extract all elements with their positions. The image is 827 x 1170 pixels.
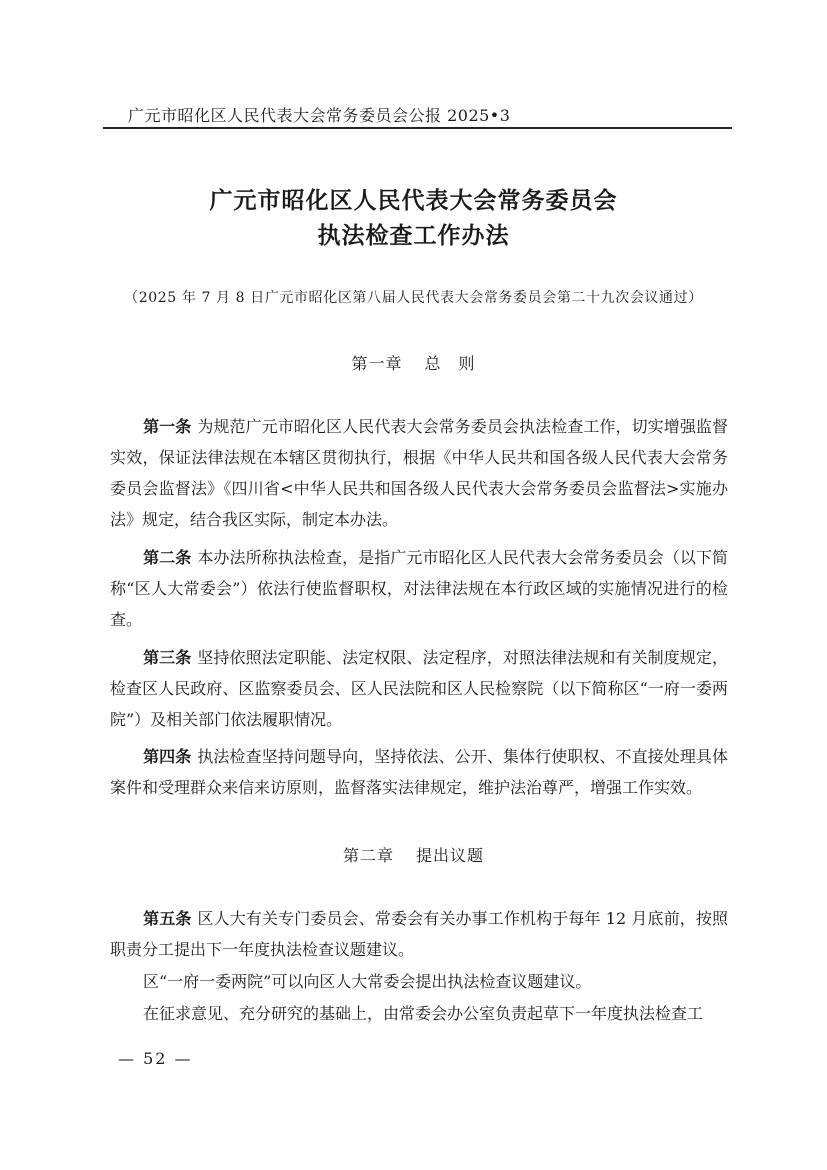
header-divider [103, 127, 732, 129]
document-title-line-2: 执法检查工作办法 [317, 222, 510, 249]
paragraph-text: 在征求意见、充分研究的基础上，由常委会办公室负责起草下一年度执法检查工 [143, 1004, 704, 1023]
chapter-name: 提出议题 [416, 846, 485, 865]
article-text: 执法检查坚持问题导向，坚持依法、公开、集体行使职权、不直接处理具体案件和受理群众来信来访原则，监督落实法律规定，维护法治尊严，增强工作实效。 [110, 747, 728, 797]
body-paragraph [110, 998, 728, 1029]
body-paragraph [110, 966, 728, 997]
article-2 [110, 542, 728, 635]
article-label: 第三条 [143, 648, 192, 667]
chapter-number: 第一章 [351, 354, 403, 373]
article-label: 第二条 [143, 548, 192, 567]
article-text: 坚持依照法定职能、法定权限、法定程序，对照法律法规和有关制度规定，检查区人民政府、区监察委员会、区人民法院和区人民检察院（以下简称区“一府一委两院”）及相关部门依法履职情况。 [110, 648, 728, 729]
chapter-2-heading [0, 843, 827, 866]
running-header: 广元市昭化区人民代表大会常务委员会公报 2025•3 [128, 106, 511, 125]
article-4 [110, 741, 728, 803]
article-5 [110, 903, 728, 965]
adoption-note: （2025 年 7 月 8 日广元市昭化区第八届人民代表大会常务委员会第二十九次会议通过） [124, 290, 703, 306]
chapter-name: 总 则 [424, 354, 476, 373]
chapter-number: 第二章 [342, 846, 394, 865]
page-number: — 52 — [118, 1049, 193, 1068]
article-label: 第四条 [143, 747, 192, 766]
article-label: 第五条 [143, 909, 192, 928]
article-3 [110, 642, 728, 735]
article-text: 为规范广元市昭化区人民代表大会常务委员会执法检查工作，切实增强监督实效，保证法律法规在本辖区贯彻执行，根据《中华人民共和国各级人民代表大会常务委员会监督法》《四川省<中华人民共和国各级人民代表大会常务委员会监督法>实施办法》规定，结合我区实际，制定本办法。 [110, 417, 728, 529]
chapter-1-heading [0, 351, 827, 374]
paragraph-text: 区“一府一委两院”可以向区人大常委会提出执法检查议题建议。 [143, 972, 592, 991]
article-text: 区人大有关专门委员会、常委会有关办事工作机构于每年 12 月底前，按照职责分工提出下一年度执法检查议题建议。 [110, 909, 728, 959]
document-title-line-1: 广元市昭化区人民代表大会常务委员会 [209, 187, 618, 214]
article-1 [110, 411, 728, 535]
article-label: 第一条 [143, 417, 192, 436]
article-text: 本办法所称执法检查，是指广元市昭化区人民代表大会常务委员会（以下简称“区人大常委会”）依法行使监督职权，对法律法规在本行政区域的实施情况进行的检查。 [110, 548, 728, 629]
